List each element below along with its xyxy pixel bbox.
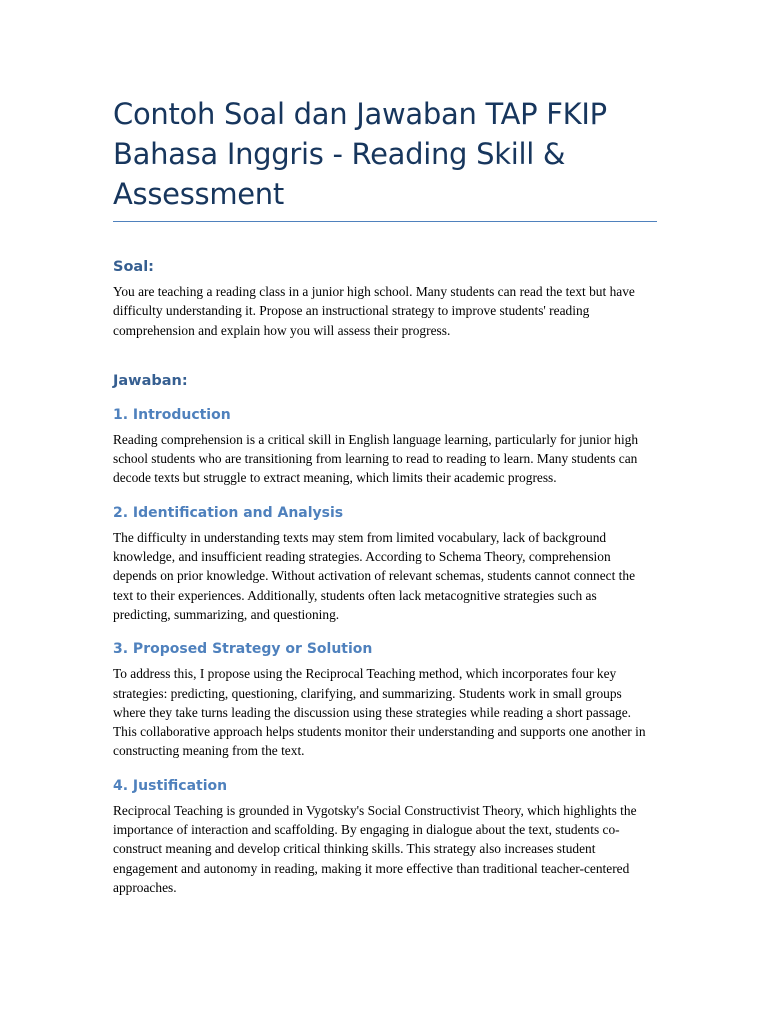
identification-analysis-text: The difficulty in understanding texts may stem from limited vocabulary, lack of background knowledge, and insufficient reading strategies. According to Schema Theory, comprehension depends on prior knowledge. Without activation of relevant schemas, students cannot connect the text to their experiences. Additionally, students often lack metacognitive strategies such as predicting, summarizing, and questioning. [113, 529, 636, 622]
justification-text: Reciprocal Teaching is grounded in Vygotsky's Social Constructivist Theory, which highlights the importance of interaction and scaffolding. By engaging in dialogue about the text, students co-construct meaning and develop critical thinking skills. This strategy also increases student engagement and autonomy in reading, making it more effective than traditional teacher-centered approaches. [113, 802, 637, 895]
identification-analysis-heading: 2. Identification and Analysis [113, 504, 344, 521]
soal-text: You are teaching a reading class in a junior high school. Many students can read the text but have difficulty understanding it. Propose an instructional strategy to improve students' reading comprehension and explain how you will assess their progress. [113, 284, 635, 338]
document-page [113, 94, 657, 897]
introduction-heading: 1. Introduction [113, 406, 231, 423]
introduction-text: Reading comprehension is a critical skill in English language learning, particularly for junior high school students who are transitioning from learning to read to reading to learn. Many students can decode texts but struggle to extract meaning, which limits their academic progress. [113, 431, 639, 486]
document-title: Contoh Soal dan Jawaban TAP FKIP Bahasa Inggris - Reading Skill & Assessment [113, 94, 657, 222]
proposed-strategy-text: To address this, I propose using the Reciprocal Teaching method, which incorporates four key strategies: predicting, questioning, clarifying, and summarizing. Students work in small groups where they take turns leading the discussion using these strategies while reading a short passage. This collaborative approach helps students monitor their understanding and supports one another in constructing meaning from the text. [113, 666, 646, 759]
soal-heading: Soal: [113, 259, 154, 275]
justification-heading: 4. Justification [113, 777, 228, 794]
jawaban-heading: Jawaban: [113, 372, 188, 389]
proposed-strategy-heading: 3. Proposed Strategy or Solution [113, 641, 373, 658]
